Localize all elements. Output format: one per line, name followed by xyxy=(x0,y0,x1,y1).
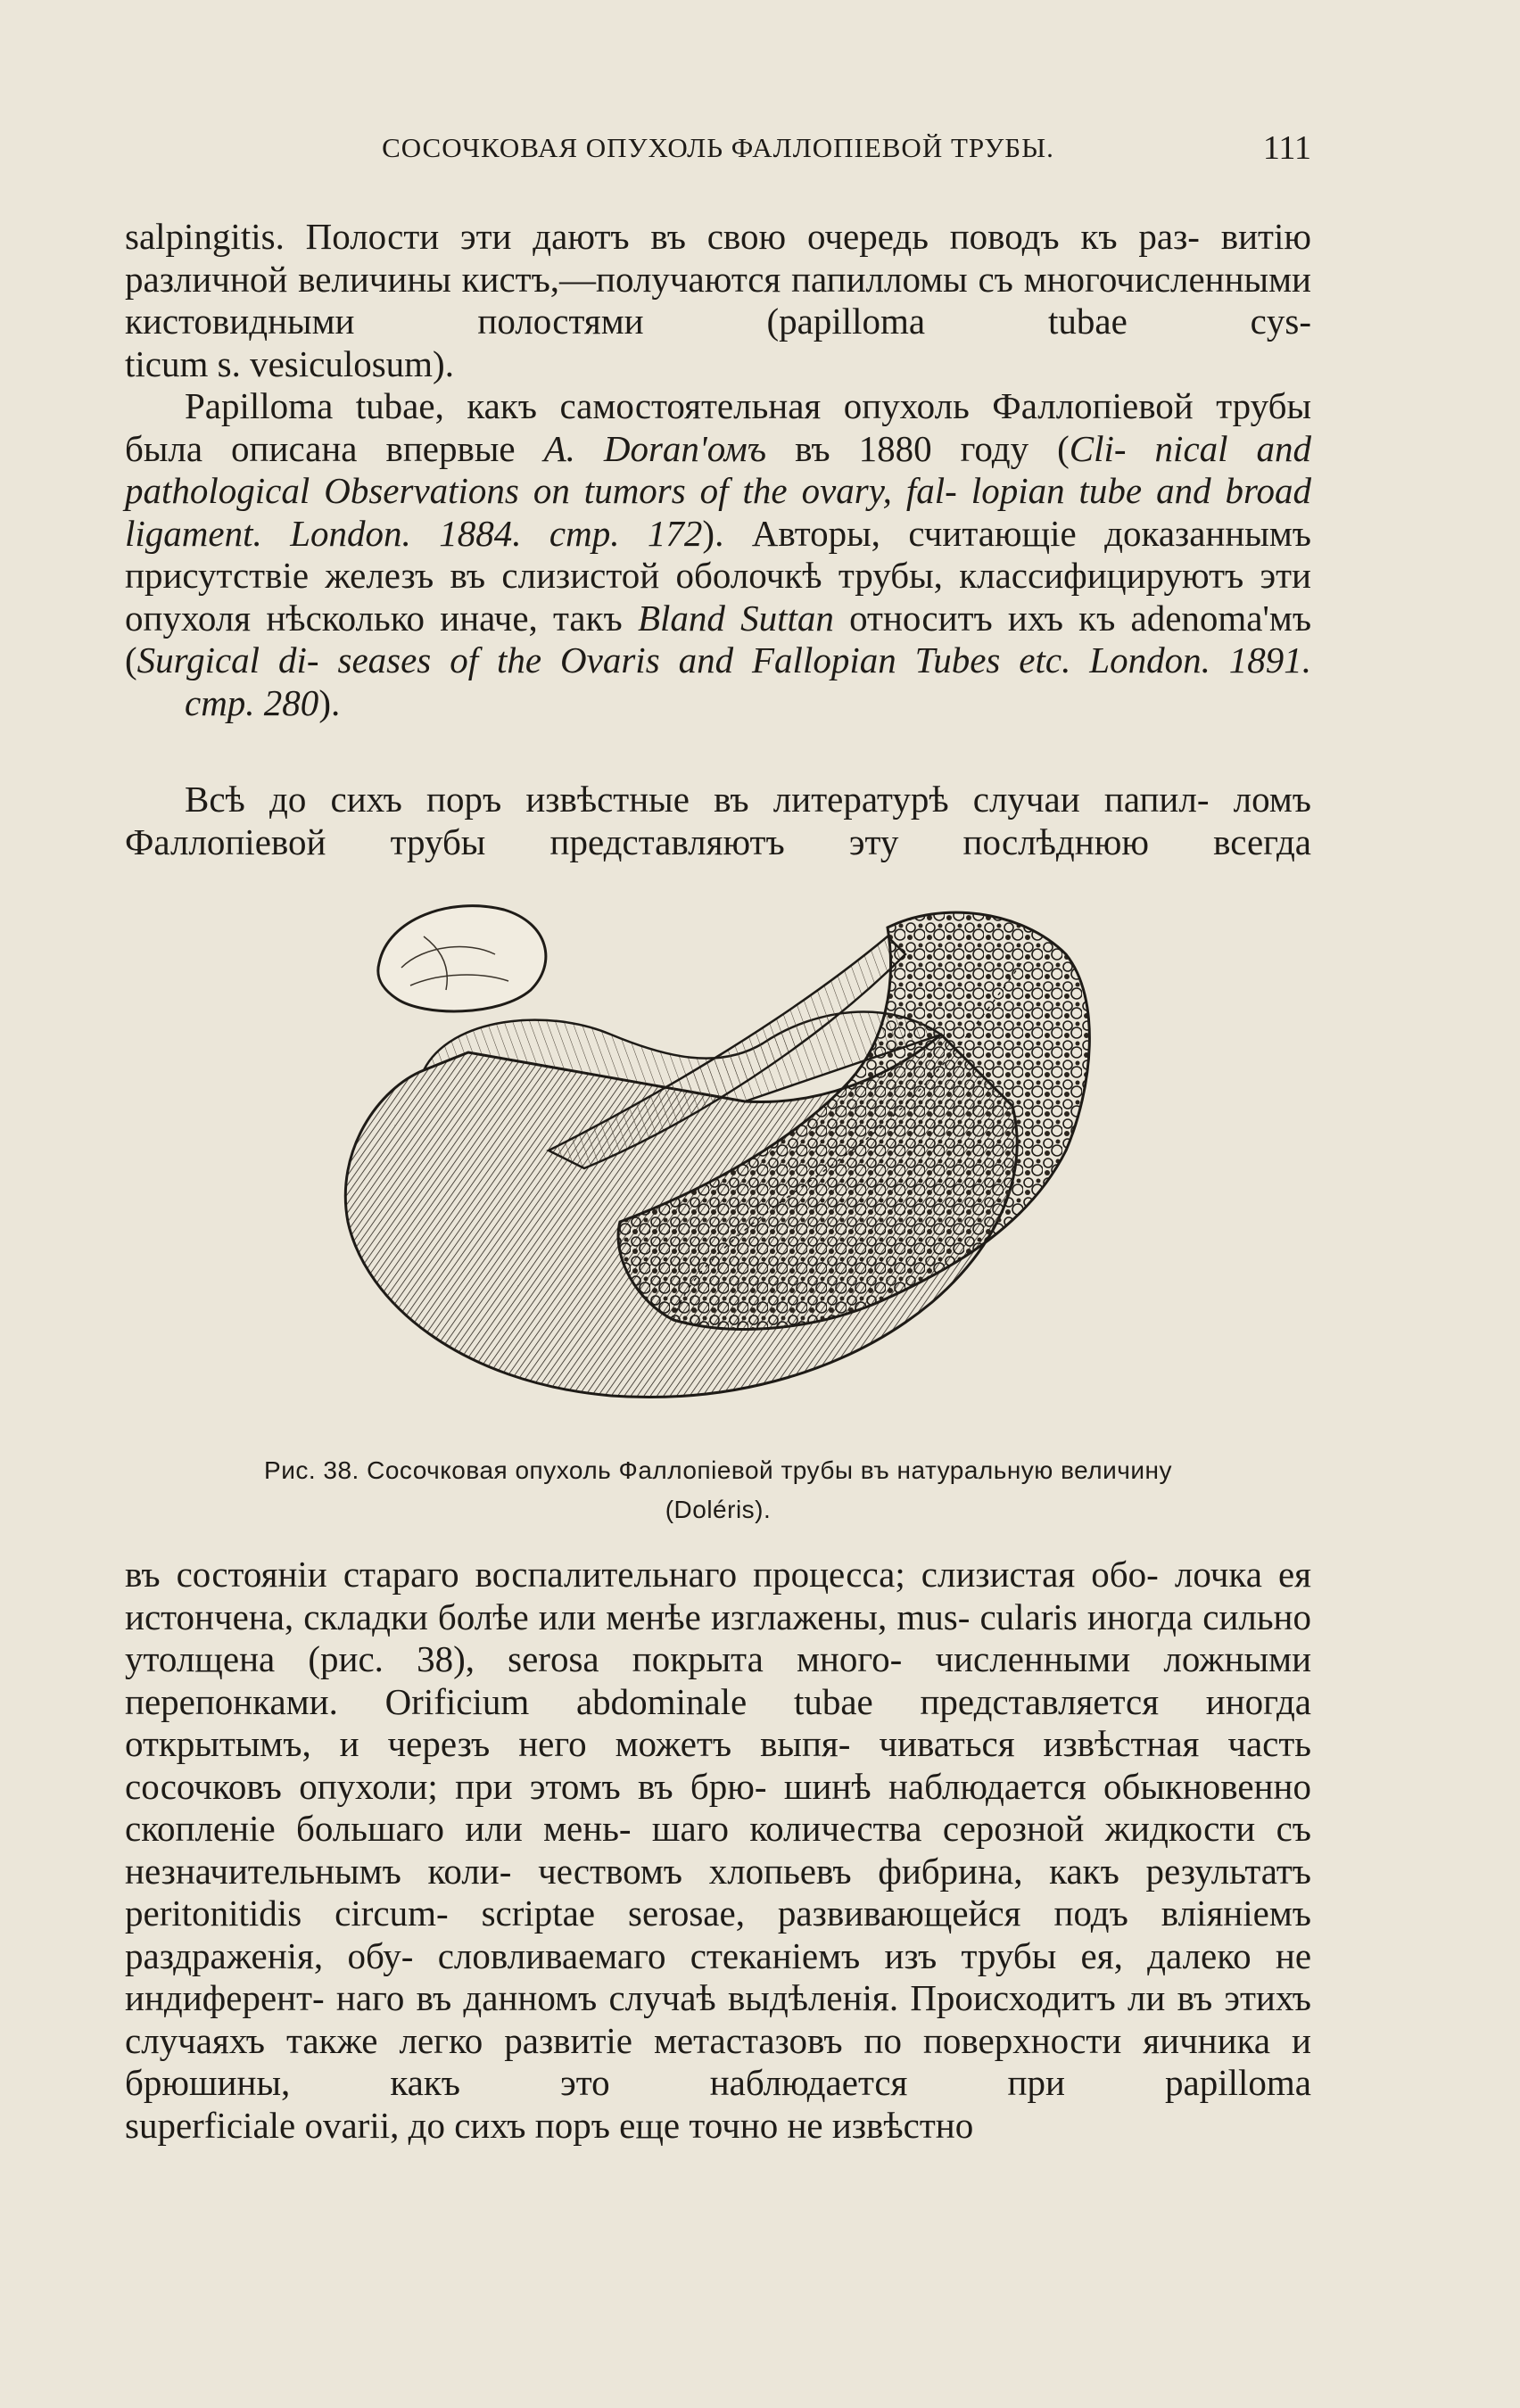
text-line: такъ xyxy=(553,597,638,639)
text-line: salpingitis. Полости эти даютъ въ свою очередь поводъ къ раз- xyxy=(125,216,1200,257)
fimbrial-end xyxy=(378,906,546,1011)
text-line xyxy=(125,682,1311,725)
citation: Cli- xyxy=(1069,427,1127,469)
citation: nical and pathological Observations on tumors of the ovary, fal- xyxy=(125,427,1312,511)
paragraph-2 xyxy=(125,385,1311,724)
text-line: относитъ ихъ къ adenoma'мъ ( xyxy=(125,597,1312,680)
text-line: шаго количества серозной жидкости съ незначительнымъ коли- xyxy=(125,1808,1311,1892)
text-line: трубы была описана впервые xyxy=(125,385,1312,469)
text-line: чествомъ хлопьевъ фибрина, какъ результатъ peritonitidis circum- xyxy=(125,1850,1311,1934)
running-title: СОСОЧКОВАЯ ОПУХОЛЬ ФАЛЛОПІЕВОЙ ТРУБЫ. xyxy=(382,132,1054,163)
text-line: въ 1880 году ( xyxy=(766,427,1070,469)
paragraph-1 xyxy=(125,216,1311,385)
text-line: витію различной величины кистъ,—получаются папилломы съ xyxy=(125,216,1311,300)
text-line: ticum s. vesiculosum). xyxy=(125,342,454,384)
text-line: ). xyxy=(702,512,724,554)
citation: lopian tube and broad ligament. London. 1884. стр. 172 xyxy=(125,470,1311,554)
author-doran: A. Doran'омъ xyxy=(543,427,767,469)
paragraph-3 xyxy=(125,779,1311,863)
text-line: въ состояніи стараго воспалительнаго процесса; слизистая обо- xyxy=(125,1554,1159,1595)
text-line: случаяхъ также легко развитіе метастазовъ по поверхности xyxy=(125,2019,1122,2061)
text-line: чиваться извѣстная часть сосочковъ опухоли; при этомъ въ брю- xyxy=(125,1723,1311,1807)
caption-attribution: (Doléris). xyxy=(665,1496,772,1523)
text-line: scriptae serosae, развивающейся подъ вліяніемъ раздраженія, обу- xyxy=(125,1893,1312,1976)
citation: Surgical di- xyxy=(136,639,319,680)
text-line: словливаемаго стеканіемъ изъ трубы ея, далеко не индиферент- xyxy=(125,1934,1312,2018)
text-line: представляется иногда открытымъ, и черезъ него можетъ выпя- xyxy=(125,1680,1312,1764)
text-line: наго въ данномъ случаѣ выдѣленія. Происходитъ ли въ этихъ xyxy=(335,1977,1311,2018)
page-number: 111 xyxy=(1262,129,1311,167)
text-line: численными ложными перепонками. Orificium abdominale tubae xyxy=(125,1638,1312,1722)
text-line: многочисленными кистовидными полостями (papilloma tubae cys- xyxy=(125,258,1311,342)
running-head xyxy=(125,129,1311,177)
text-fragment: ). xyxy=(318,681,341,723)
figure-38-illustration xyxy=(317,883,1128,1418)
text-line: cularis иногда сильно утолщена (рис. 38), serosa покрыта много- xyxy=(125,1596,1311,1679)
text-line: яичника и брюшины, какъ это наблюдается при papilloma xyxy=(125,2019,1312,2103)
author-bland-suttan: Bland Suttan xyxy=(637,597,834,639)
figure-caption xyxy=(125,1451,1311,1530)
text-line: Всѣ до сихъ поръ извѣстные въ литературѣ случаи папил- xyxy=(185,779,1210,820)
text-line: Авторы, считающіе доказаннымъ присутствіе железъ въ слизистой xyxy=(125,512,1312,596)
citation: стр. 280 xyxy=(185,681,319,723)
caption-line: Рис. 38. Сосочковая опухоль Фаллопіевой трубы въ натуральную величину xyxy=(264,1456,1172,1484)
tumor-engraving xyxy=(317,883,1128,1418)
citation: seases of the Ovaris and Fallopian Tubes etc. London. 1891. xyxy=(337,639,1312,680)
text-line: ломъ Фаллопіевой трубы представляютъ эту послѣднюю всегда xyxy=(125,779,1311,862)
text-line: шинѣ наблюдается обыкновенно скопленіе большаго или мень- xyxy=(125,1765,1311,1849)
text-line: оболочкѣ трубы, классифицируютъ эти опухоля нѣсколько иначе, xyxy=(125,555,1311,639)
text-line: Papilloma tubae, какъ самостоятельная опухоль Фаллопіевой xyxy=(185,385,1194,426)
text-line: superficiale ovarii, до сихъ поръ еще точно не извѣстно xyxy=(125,2104,974,2146)
text-line: лочка ея истончена, складки болѣе или менѣе изглажены, mus- xyxy=(125,1554,1312,1637)
paragraph-4 xyxy=(125,1554,1311,2147)
